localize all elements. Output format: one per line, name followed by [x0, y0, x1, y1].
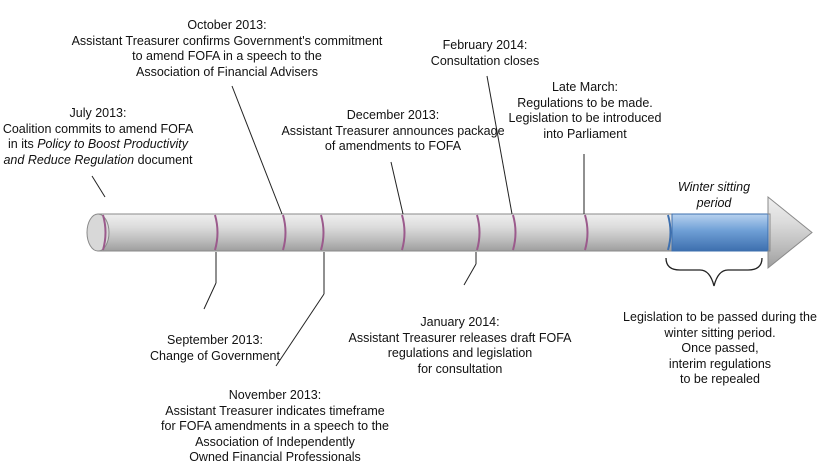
- event-text: winter sitting period.: [664, 325, 776, 340]
- event-text: Legislation to be introduced: [508, 111, 662, 125]
- event-text: Assistant Treasurer releases draft FOFA: [348, 330, 572, 345]
- event-date: September 2013:: [167, 333, 263, 347]
- event-date: Late March:: [551, 80, 618, 94]
- event-text: to be repealed: [680, 372, 760, 386]
- event-nov-2013: [150, 388, 400, 466]
- timeline-arrow-head: [768, 197, 812, 268]
- event-oct-2013: [67, 18, 387, 80]
- event-dec-2013: [278, 108, 508, 155]
- event-jan-2014: [330, 315, 590, 377]
- event-text: into Parliament: [543, 126, 627, 141]
- event-text: to amend FOFA in a speech to the: [132, 49, 322, 63]
- winter-brace: [666, 258, 762, 286]
- event-sep-2013: [140, 333, 290, 364]
- event-date: January 2014:: [420, 315, 500, 329]
- event-text: Once passed,: [681, 341, 759, 355]
- event-jul-2013: [0, 106, 196, 168]
- event-text: Association of Financial Advisers: [135, 64, 319, 79]
- event-text: Assistant Treasurer indicates timeframe: [165, 403, 385, 418]
- event-text: Assistant Treasurer confirms Government's commitment: [71, 33, 383, 48]
- event-text: Assistant Treasurer announces package: [281, 123, 505, 138]
- event-text: in its: [8, 137, 38, 151]
- event-text: Association of Independently: [195, 434, 355, 449]
- event-date: November 2013:: [228, 388, 322, 402]
- event-text: for consultation: [417, 361, 503, 376]
- event-text: Change of Government: [150, 348, 280, 363]
- event-text: Consultation closes: [430, 53, 540, 68]
- event-text: regulations and legislation: [387, 346, 533, 360]
- event-text: document: [134, 152, 193, 167]
- event-text: interim regulations: [668, 356, 772, 371]
- event-text: Legislation to be passed during the: [623, 310, 817, 324]
- event-mar-2014: [500, 80, 670, 142]
- leader-jul-2013: [92, 176, 105, 197]
- leader-jan-2014b: [464, 264, 476, 285]
- event-text: for FOFA amendments in a speech to the: [161, 419, 389, 433]
- event-text: Regulations to be made.: [517, 95, 653, 110]
- event-feb-2014: [420, 38, 550, 69]
- event-date: February 2014:: [442, 38, 528, 52]
- event-date: December 2013:: [346, 108, 440, 122]
- event-date: October 2013:: [187, 18, 267, 32]
- event-text: Coalition commits to amend FOFA: [2, 121, 194, 136]
- event-date: July 2013:: [69, 106, 127, 120]
- event-text: Owned Financial Professionals: [189, 450, 361, 464]
- event-text-italic: and Reduce Regulation: [3, 152, 135, 167]
- leader-dec-2013: [391, 162, 403, 214]
- event-winter: [664, 180, 764, 211]
- winter-label: Winter sitting: [677, 180, 751, 194]
- winter-label: period: [696, 195, 732, 210]
- event-text: of amendments to FOFA: [324, 139, 462, 153]
- event-text-italic: Policy to Boost Productivity: [37, 137, 188, 151]
- event-passed: [622, 310, 818, 388]
- leader-oct-2013: [232, 86, 282, 214]
- winter-period-segment: [672, 214, 768, 251]
- timeline-tube: [87, 214, 770, 251]
- leader-sep-2013b: [204, 283, 216, 309]
